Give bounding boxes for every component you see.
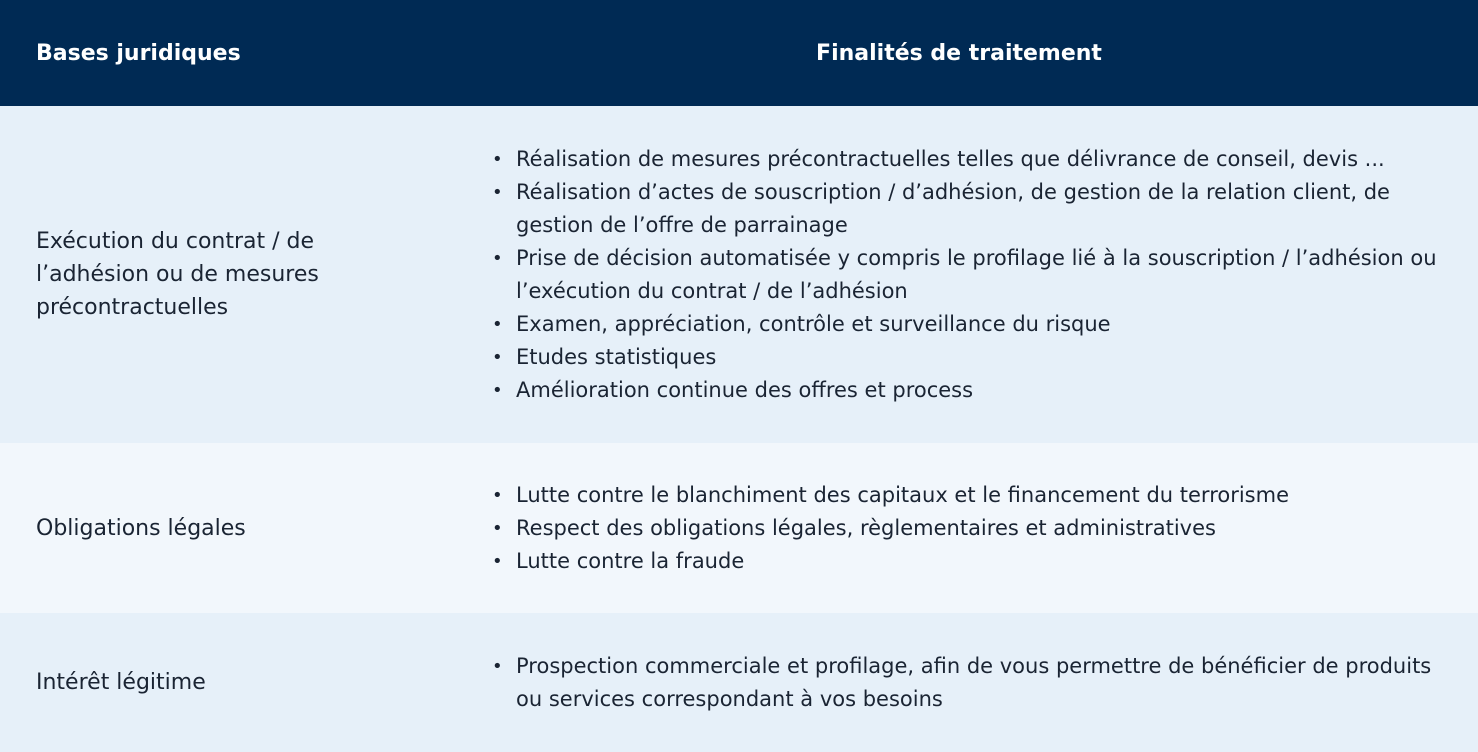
list-item [480, 341, 1438, 374]
basis-cell: Obligations légales [36, 515, 246, 541]
purposes-cell [480, 143, 1478, 407]
purpose-text: Amélioration continue des offres et process [516, 377, 974, 402]
list-item [480, 374, 1438, 407]
purpose-text: Lutte contre la fraude [516, 548, 745, 573]
bullet-icon: • [492, 550, 503, 572]
list-item [480, 479, 1438, 512]
basis-cell: Intérêt légitime [36, 670, 206, 695]
purposes-cell [480, 479, 1478, 578]
list-item [480, 143, 1438, 176]
purpose-text: Examen, appréciation, contrôle et surveillance du risque [516, 311, 1111, 336]
basis-cell: Exécution du contrat / de l’adhésion ou de mesures précontractuelles [36, 229, 319, 320]
table-header [0, 0, 1478, 106]
purpose-text: Prise de décision automatisée y compris le profilage lié à la souscription / l’adhésion ou l’exécution du contrat / de l’adhésion [516, 245, 1437, 303]
purpose-text: Réalisation de mesures précontractuelles telles que délivrance de conseil, devis ... [516, 146, 1385, 171]
bullet-icon: • [492, 247, 503, 269]
table-row [0, 613, 1478, 752]
bullet-icon: • [492, 346, 503, 368]
bullet-icon: • [492, 379, 503, 401]
header-bases-juridiques: Bases juridiques [36, 40, 241, 66]
purposes-list [480, 479, 1438, 578]
purpose-text: Etudes statistiques [516, 344, 717, 369]
bullet-icon: • [492, 655, 503, 677]
purpose-text: Lutte contre le blanchiment des capitaux et le financement du terrorisme [516, 482, 1290, 507]
bullet-icon: • [492, 313, 503, 335]
table-row [0, 106, 1478, 443]
list-item [480, 176, 1438, 242]
list-item [480, 545, 1438, 578]
purpose-text: Respect des obligations légales, règlementaires et administratives [516, 515, 1216, 540]
bullet-icon: • [492, 484, 503, 506]
list-item [480, 308, 1438, 341]
purpose-text: Réalisation d’actes de souscription / d’adhésion, de gestion de la relation client, de gestion de l’offre de parrainage [516, 179, 1390, 237]
bullet-icon: • [492, 517, 503, 539]
list-item [480, 512, 1438, 545]
list-item [480, 242, 1438, 308]
table-row [0, 443, 1478, 613]
purposes-list [480, 143, 1438, 407]
list-item [480, 650, 1438, 716]
header-finalites: Finalités de traitement [816, 40, 1102, 66]
purposes-cell [480, 650, 1478, 716]
purpose-text: Prospection commerciale et profilage, afin de vous permettre de bénéficier de produits ou services correspondant à vos besoins [516, 653, 1432, 711]
bullet-icon: • [492, 148, 503, 170]
purposes-list [480, 650, 1438, 716]
bullet-icon: • [492, 181, 503, 203]
